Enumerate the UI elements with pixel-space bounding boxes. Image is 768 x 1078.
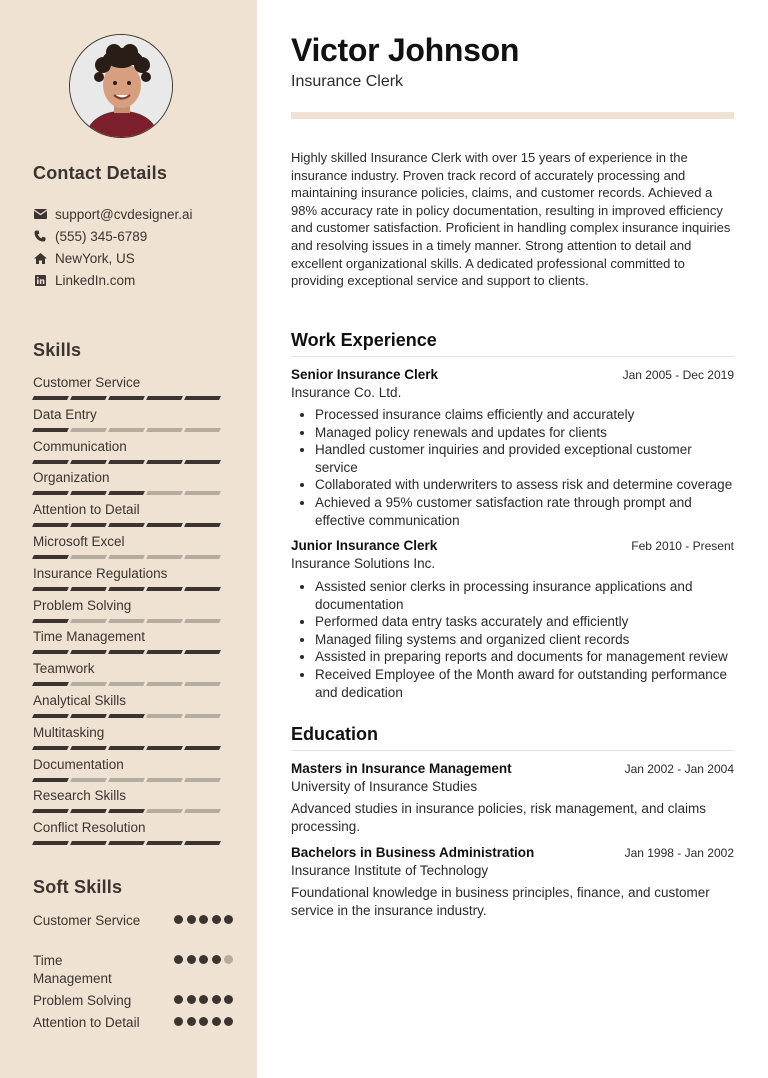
- job-company: Insurance Co. Ltd.: [291, 385, 402, 400]
- rating-dot: [199, 915, 208, 924]
- skill-level-segment: [184, 396, 221, 400]
- soft-skill-rating: [171, 915, 234, 924]
- skill-level-segment: [70, 682, 107, 686]
- rating-dot: [212, 1017, 221, 1026]
- work-divider: [291, 356, 734, 357]
- skill-level-segment: [32, 587, 69, 591]
- contact-phone[interactable]: [33, 225, 248, 247]
- skill-level-segment: [108, 460, 145, 464]
- skills-list: [33, 374, 233, 851]
- contact-details-heading: Contact Details: [33, 163, 168, 183]
- skill-level-bar: [33, 809, 233, 813]
- skill-level-segment: [32, 778, 69, 782]
- sidebar: [0, 0, 257, 1078]
- soft-skill-item: [33, 1014, 233, 1054]
- rating-dot: [199, 955, 208, 964]
- soft-skill-rating: [171, 995, 234, 1004]
- skill-level-segment: [108, 714, 145, 718]
- rating-dot: [224, 1017, 233, 1026]
- skill-name: Customer Service: [33, 375, 141, 390]
- skill-level-segment: [32, 428, 69, 432]
- skill-level-segment: [70, 587, 107, 591]
- skill-level-bar: [33, 714, 233, 718]
- contact-list: [33, 203, 248, 291]
- skill-level-segment: [70, 809, 107, 813]
- skill-level-segment: [70, 778, 107, 782]
- skill-name: Microsoft Excel: [33, 533, 125, 549]
- rating-dot: [174, 915, 183, 924]
- skill-level-segment: [32, 523, 69, 527]
- rating-dot: [174, 1017, 183, 1026]
- skill-level-bar: [33, 778, 233, 782]
- profile-summary: Highly skilled Insurance Clerk with over 15 years of experience in the insurance industry. Proven track record of accurately processing and maintaining insurance policies, claims, and customer records. Achieved a 98% accuracy rate in policy documentation, resulting in improved efficiency and customer satisfaction. Proficient in handling complex insurance inquiries and resolving issues in a timely manner. Strong attention to detail and excellent organizational skills. A dedicated professional committed to providing exceptional service and support to clients.: [291, 150, 731, 289]
- skill-name: Research Skills: [33, 788, 127, 804]
- skill-level-segment: [146, 809, 183, 813]
- skill-level-segment: [70, 428, 107, 432]
- skill-level-segment: [184, 587, 221, 591]
- skill-level-segment: [184, 650, 221, 654]
- skill-level-segment: [184, 491, 221, 495]
- skill-level-segment: [108, 746, 145, 750]
- skill-level-segment: [184, 778, 221, 782]
- skill-level-segment: [184, 460, 221, 464]
- rating-dot: [174, 955, 183, 964]
- job-bullet: • Achieved a 95% customer satisfaction rate through prompt and effective communication: [315, 494, 734, 529]
- education-school: University of Insurance Studies: [291, 779, 478, 794]
- skill-level-segment: [108, 650, 145, 654]
- job-bullets: [291, 578, 734, 701]
- education-degree: Bachelors in Business Administration: [291, 845, 535, 860]
- skill-level-segment: [184, 619, 221, 623]
- rating-dot: [187, 1017, 196, 1026]
- skill-item: [33, 565, 233, 597]
- skill-item: [33, 469, 233, 501]
- skill-level-segment: [108, 809, 145, 813]
- skill-item: [33, 628, 233, 660]
- skill-level-segment: [184, 809, 221, 813]
- skill-name: Data Entry: [33, 406, 97, 422]
- education-divider: [291, 750, 734, 751]
- job-date: Feb 2010 - Present: [631, 539, 734, 553]
- skill-level-segment: [108, 619, 145, 623]
- skill-level-segment: [32, 555, 69, 559]
- job-bullet: • Handled customer inquiries and provided exceptional customer service: [315, 441, 734, 476]
- job-date: Jan 2005 - Dec 2019: [622, 368, 734, 382]
- skill-level-segment: [70, 714, 107, 718]
- soft-skills-list: [33, 912, 233, 1054]
- education-date: Jan 1998 - Jan 2002: [624, 846, 734, 860]
- skill-level-bar: [33, 587, 233, 591]
- skill-name: Multitasking: [33, 724, 105, 740]
- skill-level-segment: [108, 587, 145, 591]
- skill-level-bar: [33, 460, 233, 464]
- skill-level-segment: [108, 841, 145, 845]
- rating-dot: [224, 955, 233, 964]
- skill-name: Conflict Resolution: [33, 820, 146, 836]
- skill-item: [33, 501, 233, 533]
- soft-skills-heading: Soft Skills: [33, 877, 123, 897]
- skill-level-segment: [70, 841, 107, 845]
- skill-level-segment: [32, 714, 69, 718]
- skill-name: Teamwork: [33, 661, 95, 677]
- soft-skill-name: Problem Solving: [33, 993, 132, 1008]
- skill-item: [33, 819, 233, 851]
- job-role: Junior Insurance Clerk: [291, 538, 438, 553]
- job-role: Senior Insurance Clerk: [291, 367, 439, 382]
- linkedin-icon: [33, 273, 47, 287]
- skill-name: Time Management: [33, 629, 146, 645]
- skill-name: Communication: [33, 438, 127, 454]
- skill-level-segment: [146, 460, 183, 464]
- soft-skill-rating: [171, 1017, 234, 1026]
- home-icon: [33, 251, 47, 265]
- education-header: [291, 761, 734, 776]
- skill-level-segment: [32, 460, 69, 464]
- phone-icon: [33, 229, 47, 243]
- contact-phone-text: (555) 345-6789: [55, 228, 148, 244]
- soft-skill-name: Time Management: [33, 953, 112, 986]
- work-experience-heading: Work Experience: [291, 330, 437, 350]
- skill-level-bar: [33, 682, 233, 686]
- soft-skill-rating: [171, 955, 234, 964]
- rating-dot: [174, 995, 183, 1004]
- skill-level-segment: [32, 746, 69, 750]
- skill-level-segment: [108, 396, 145, 400]
- skill-level-bar: [33, 396, 233, 400]
- skill-level-segment: [146, 714, 183, 718]
- education-description: Foundational knowledge in business principles, finance, and customer service in the insurance industry.: [291, 885, 710, 918]
- skill-item: [33, 724, 233, 756]
- skill-name: Analytical Skills: [33, 692, 127, 708]
- skill-level-segment: [70, 396, 107, 400]
- skill-level-segment: [184, 523, 221, 527]
- skill-level-segment: [32, 396, 69, 400]
- skill-level-segment: [146, 778, 183, 782]
- skill-item: [33, 406, 233, 438]
- rating-dot: [187, 915, 196, 924]
- skill-level-segment: [32, 682, 69, 686]
- profile-photo: [69, 34, 173, 138]
- skill-level-bar: [33, 841, 233, 845]
- skill-level-segment: [32, 619, 69, 623]
- job-company: Insurance Solutions Inc.: [291, 556, 436, 571]
- contact-email-text: support@cvdesigner.ai: [55, 206, 193, 222]
- skill-level-segment: [146, 396, 183, 400]
- rating-dot: [224, 995, 233, 1004]
- job-header: [291, 367, 734, 382]
- skill-level-bar: [33, 746, 233, 750]
- skill-level-segment: [108, 428, 145, 432]
- skill-level-bar: [33, 650, 233, 654]
- skill-level-segment: [184, 555, 221, 559]
- soft-skill-name: Customer Service: [33, 913, 141, 928]
- rating-dot: [212, 955, 221, 964]
- skill-level-segment: [146, 555, 183, 559]
- job-bullet: • Performed data entry tasks accurately and efficiently: [315, 613, 734, 631]
- job-header: [291, 538, 734, 553]
- skill-level-segment: [184, 746, 221, 750]
- envelope-icon: [33, 207, 47, 221]
- job-bullet: • Collaborated with underwriters to assess risk and determine coverage: [315, 476, 734, 494]
- skill-level-segment: [108, 555, 145, 559]
- skill-level-segment: [146, 523, 183, 527]
- skill-level-segment: [32, 841, 69, 845]
- skill-level-segment: [184, 682, 221, 686]
- skill-level-segment: [108, 523, 145, 527]
- education-header: [291, 845, 734, 860]
- skill-item: [33, 438, 233, 470]
- contact-location-text: NewYork, US: [55, 250, 135, 266]
- job-bullet: • Managed filing systems and organized client records: [315, 631, 734, 649]
- skill-name: Documentation: [33, 756, 124, 772]
- skill-level-segment: [184, 428, 221, 432]
- skill-level-segment: [108, 778, 145, 782]
- skill-level-bar: [33, 555, 233, 559]
- job-bullet: • Processed insurance claims efficiently and accurately: [315, 406, 734, 424]
- skill-item: [33, 756, 233, 788]
- skill-level-segment: [184, 841, 221, 845]
- education-description: Advanced studies in insurance policies, risk management, and claims processing.: [291, 801, 706, 834]
- candidate-title: Insurance Clerk: [291, 73, 404, 90]
- skill-level-segment: [70, 460, 107, 464]
- skill-level-segment: [146, 619, 183, 623]
- skill-level-segment: [32, 491, 69, 495]
- skill-level-bar: [33, 428, 233, 432]
- skill-level-segment: [108, 491, 145, 495]
- skill-level-segment: [146, 587, 183, 591]
- skill-item: [33, 787, 233, 819]
- skill-item: [33, 533, 233, 565]
- skill-level-segment: [70, 650, 107, 654]
- soft-skill-item: [33, 992, 233, 1014]
- skill-level-segment: [70, 746, 107, 750]
- skill-level-bar: [33, 619, 233, 623]
- contact-location: [33, 247, 248, 269]
- skill-level-segment: [70, 619, 107, 623]
- job-bullet: • Assisted in preparing reports and documents for management review: [315, 648, 734, 666]
- skill-name: Problem Solving: [33, 597, 132, 613]
- skill-item: [33, 692, 233, 724]
- soft-skill-name: Attention to Detail: [33, 1015, 140, 1030]
- skill-level-segment: [70, 555, 107, 559]
- education-school: Insurance Institute of Technology: [291, 863, 489, 878]
- rating-dot: [224, 915, 233, 924]
- skill-level-segment: [146, 682, 183, 686]
- soft-skill-item: [33, 912, 233, 952]
- skill-name: Organization: [33, 470, 110, 486]
- soft-skill-item: [33, 952, 233, 992]
- skill-item: [33, 660, 233, 692]
- education-date: Jan 2002 - Jan 2004: [624, 762, 734, 776]
- skill-item: [33, 597, 233, 629]
- skill-level-segment: [32, 650, 69, 654]
- skill-level-segment: [32, 809, 69, 813]
- skills-heading: Skills: [33, 340, 82, 360]
- rating-dot: [212, 915, 221, 924]
- candidate-name: Victor Johnson: [291, 32, 520, 68]
- rating-dot: [199, 995, 208, 1004]
- accent-divider: [291, 112, 734, 119]
- job-bullet: • Assisted senior clerks in processing insurance applications and documentation: [315, 578, 734, 613]
- contact-linkedin-text: LinkedIn.com: [55, 272, 136, 288]
- education-degree: Masters in Insurance Management: [291, 761, 512, 776]
- skill-level-segment: [146, 428, 183, 432]
- skill-level-bar: [33, 491, 233, 495]
- rating-dot: [187, 995, 196, 1004]
- skill-level-segment: [146, 746, 183, 750]
- skill-level-segment: [146, 841, 183, 845]
- skill-level-segment: [146, 491, 183, 495]
- skill-item: [33, 374, 233, 406]
- rating-dot: [199, 1017, 208, 1026]
- skill-name: Insurance Regulations: [33, 565, 168, 581]
- contact-email[interactable]: [33, 203, 248, 225]
- job-bullet: • Received Employee of the Month award for outstanding performance and dedication: [315, 666, 734, 701]
- skill-level-segment: [70, 491, 107, 495]
- skill-level-segment: [70, 523, 107, 527]
- skill-level-segment: [146, 650, 183, 654]
- skill-level-segment: [184, 714, 221, 718]
- rating-dot: [187, 955, 196, 964]
- contact-linkedin[interactable]: [33, 269, 248, 291]
- education-heading: Education: [291, 724, 379, 744]
- skill-level-bar: [33, 523, 233, 527]
- skill-name: Attention to Detail: [33, 502, 140, 518]
- rating-dot: [212, 995, 221, 1004]
- job-bullet: • Managed policy renewals and updates for clients: [315, 424, 734, 442]
- job-bullets: [291, 406, 734, 529]
- skill-level-segment: [108, 682, 145, 686]
